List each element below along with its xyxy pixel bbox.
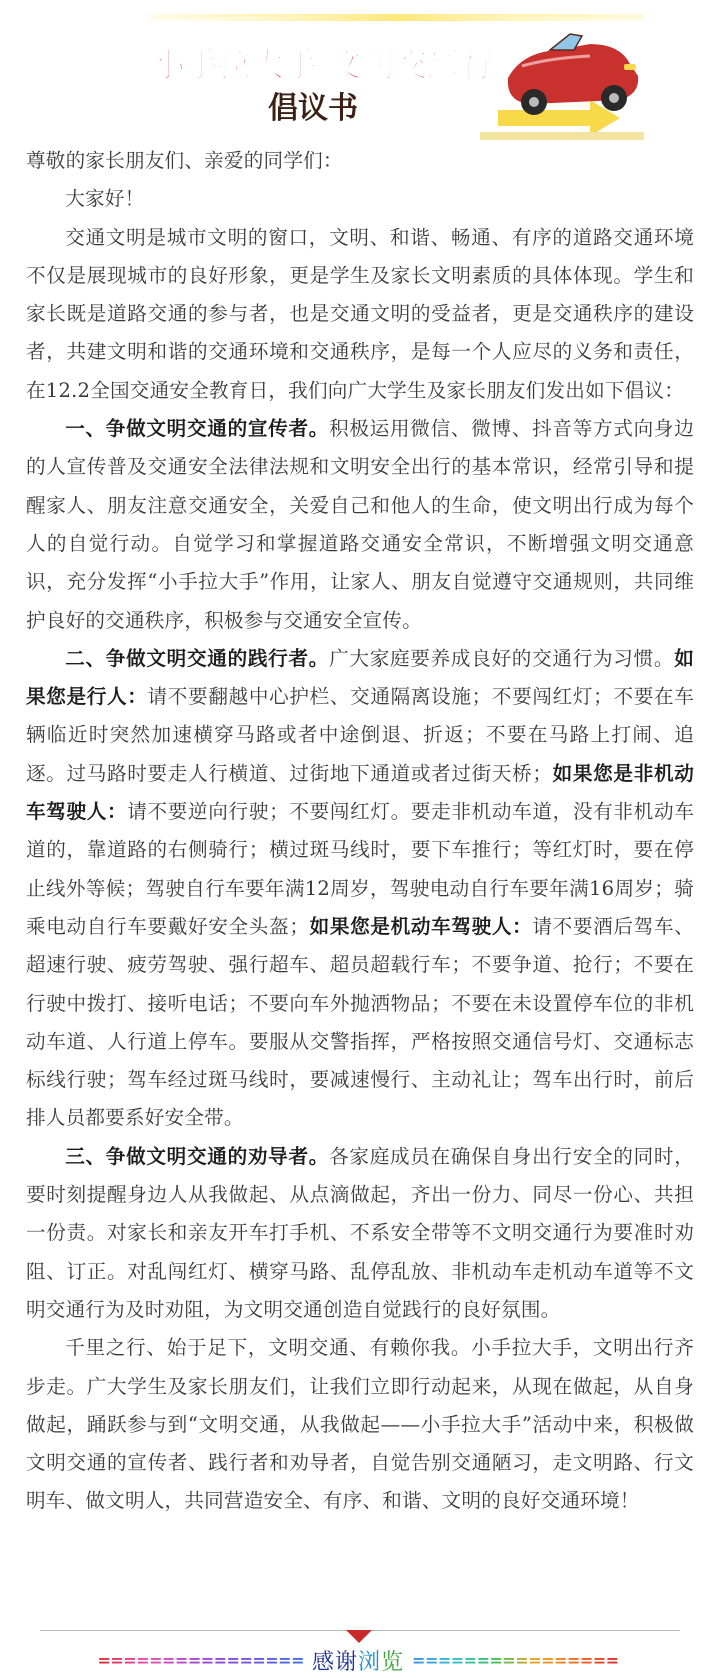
section-1-body: 积极运用微信、微博、抖音等方式向身边的人宣传普及交通安全法律法规和文明安全出行的基本常识，经常引导和提醒家人、朋友注意交通安全，关爱自己和他人的生命，使文明出行成为每个人的自觉行动。自觉学习和掌握道路交通安全常识，不断增强文明交通意识，充分发挥“小手拉大手”作用，让家人、朋友自觉遵守交通规则，共同维护良好的交通秩序，积极参与交通安全宣传。	[26, 417, 694, 632]
thanks-char-1: 感	[311, 1649, 335, 1675]
footer-dashes-right: ================	[412, 1650, 619, 1670]
banner-subtitle: 倡议书	[268, 91, 358, 126]
footer-dashes-left: ================	[97, 1650, 304, 1670]
section-2-paragraph	[26, 640, 694, 1138]
intro-paragraph: 交通文明是城市文明的窗口，文明、和谐、畅通、有序的道路交通环境不仅是展现城市的良好形象，更是学生及家长文明素质的具体体现。学生和家长既是道路交通的参与者，也是交通文明的受益者，更是交通秩序的建设者，共建文明和谐的交通环境和交通秩序，是每一个人应尽的义务和责任，在12.2全国交通安全教育日，我们向广大学生及家长朋友们发出如下倡议：	[26, 225, 694, 402]
proposal-letter	[26, 142, 694, 1521]
footer-thanks	[0, 1647, 716, 1673]
section-3-paragraph	[26, 1138, 694, 1329]
non-motor-body: 请不要逆向行驶；不要闯红灯。要走非机动车道，没有非机动车道的，靠道路的右侧骑行；横过斑马线时，要下车推行；等红灯时，要在停止线外等候；驾驶自行车要年满12周岁，驾驶电动自行车要年满16周岁；骑乘电动自行车要戴好安全头盔；	[26, 800, 694, 938]
motor-body: 请不要酒后驾车、超速行驶、疲劳驾驶、强行超车、超员超载行车；不要争道、抢行；不要在行驶中拨打、接听电话；不要向车外抛洒物品；不要在未设置停车位的非机动车道、人行道上停车。要服从交警指挥，严格按照交通信号灯、交通标志标线行驶；驾车经过斑马线时，要减速慢行、主动礼让；驾车出行时，前后排人员都要系好安全带。	[26, 914, 694, 1130]
section-2-intro: 广大家庭要养成良好的交通行为习惯。	[329, 646, 675, 670]
non-motor-heading: 如果您是非机动车驾驶人：	[26, 761, 694, 824]
section-1-heading: 一、争做文明交通的宣传者。	[65, 417, 330, 441]
header-banner	[150, 14, 644, 140]
section-1-paragraph	[26, 410, 694, 640]
triangle-down-icon	[346, 1630, 372, 1643]
motor-heading: 如果您是机动车驾驶人：	[309, 914, 533, 938]
thanks-char-4: 览	[381, 1649, 405, 1675]
salutation: 尊敬的家长朋友们、亲爱的同学们：	[26, 149, 343, 172]
closing-paragraph: 千里之行、始于足下，文明交通、有赖你我。小手拉大手，文明出行齐步走。广大学生及家长朋友们，让我们立即行动起来，从现在做起，从自身做起，踊跃参与到“文明交通，从我做起——小手拉大手”活动中来，积极做文明交通的宣传者、践行者和劝导者，自觉告别交通陋习，走文明路、行文明车、做文明人，共同营造安全、有序、和谐、文明的良好交通环境！	[26, 1336, 694, 1513]
pedestrian-body: 请不要翻越中心护栏、交通隔离设施；不要闯红灯；不要在车辆临近时突然加速横穿马路或者中途倒退、折返；不要在马路上打闹、追逐。过马路时要走人行横道、过街地下通道或者过街天桥；	[26, 685, 694, 785]
pedestrian-heading: 如果您是行人：	[26, 646, 694, 709]
thanks-char-3: 浏	[358, 1649, 382, 1675]
thanks-char-2: 谢	[334, 1649, 358, 1675]
banner-graphic	[150, 14, 644, 140]
greeting: 大家好！	[65, 187, 145, 211]
thanks-text	[312, 1645, 404, 1676]
section-3-heading: 三、争做文明交通的劝导者。	[65, 1144, 330, 1168]
banner-title: 小手拉大手 文明交通行	[152, 45, 494, 84]
section-3-body: 各家庭成员在确保自身出行安全的同时，要时刻提醒身边人从我做起、从点滴做起，齐出一份力、同尽一份心、共担一份责。对家长和亲友开车打手机、不系安全带等不文明交通行为要准时劝阻、订正。对乱闯红灯、横穿马路、乱停乱放、非机动车走机动车道等不文明交通行为及时劝阻，为文明交通创造自觉践行的良好氛围。	[26, 1144, 694, 1321]
section-2-heading: 二、争做文明交通的践行者。	[65, 646, 330, 670]
